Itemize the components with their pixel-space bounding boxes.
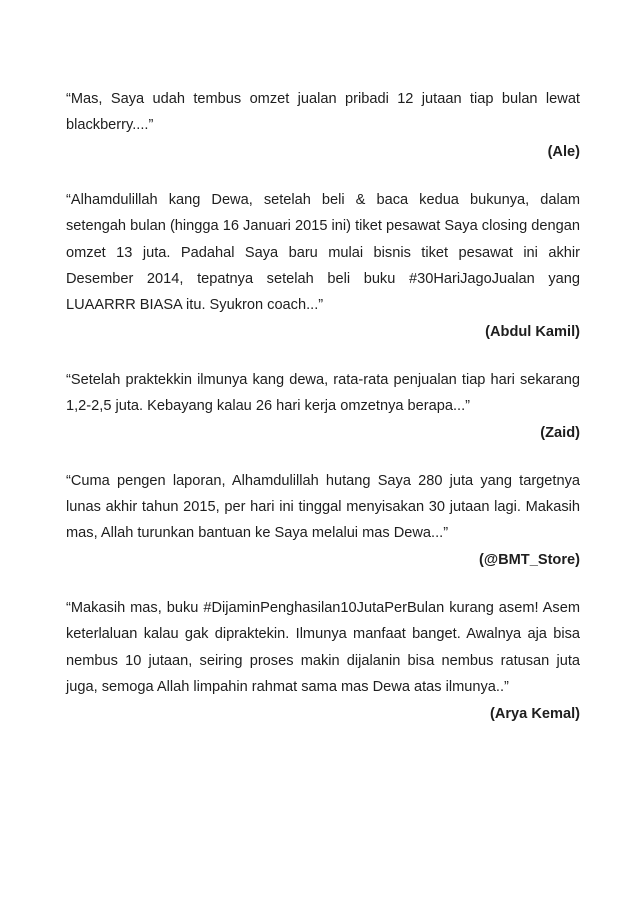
- testimonial-author: (Arya Kemal): [489, 705, 580, 722]
- testimonial-author: (Abdul Kamil): [485, 323, 580, 340]
- testimonial-quote: “Setelah praktekkin ilmunya kang dewa, rata-rata penjualan tiap hari sekarang 1,2-2,5 juta. Kebayang kalau 26 hari kerja omzetnya berapa...”: [66, 371, 580, 415]
- testimonial-abdul-kamil: [66, 187, 580, 345]
- testimonial-ale: [66, 86, 580, 165]
- testimonial-quote: “Cuma pengen laporan, Alhamdulillah hutang Saya 280 juta yang targetnya lunas akhir tahun 2015, per hari ini tinggal menyisakan 30 jutaan lagi. Makasih mas, Allah turunkan bantuan ke Saya melalui mas Dewa...”: [66, 472, 580, 542]
- testimonial-author: (Zaid): [540, 424, 580, 441]
- testimonial-quote: “Makasih mas, buku #DijaminPenghasilan10JutaPerBulan kurang asem! Asem keterlaluan kalau gak dipraktekin. Ilmunya manfaat banget. Awalnya aja bisa nembus 10 jutaan, seiring proses makin dijalanin bisa nembus ratusan juta juga, semoga Allah limpahin rahmat sama mas Dewa atas ilmunya..”: [66, 599, 580, 696]
- testimonial-quote: “Mas, Saya udah tembus omzet jualan pribadi 12 jutaan tiap bulan lewat blackberry....”: [66, 91, 580, 134]
- testimonial-zaid: [66, 367, 580, 446]
- testimonial-quote: “Alhamdulillah kang Dewa, setelah beli & baca kedua bukunya, dalam setengah bulan (hingga 16 Januari 2015 ini) tiket pesawat Saya closing dengan omzet 13 juta. Padahal Saya baru mulai bisnis tiket pesawat ini akhir Desember 2014, tepatnya setelah beli buku #30HariJagoJualan yang LUAARRR BIASA itu. Syukron coach...”: [66, 191, 580, 314]
- testimonial-author: (Ale): [547, 143, 580, 160]
- testimonial-bmt-store: [66, 468, 580, 573]
- testimonial-page: [66, 86, 580, 749]
- testimonial-arya-kemal: [66, 595, 580, 727]
- testimonial-author: (@BMT_Store): [479, 551, 580, 568]
